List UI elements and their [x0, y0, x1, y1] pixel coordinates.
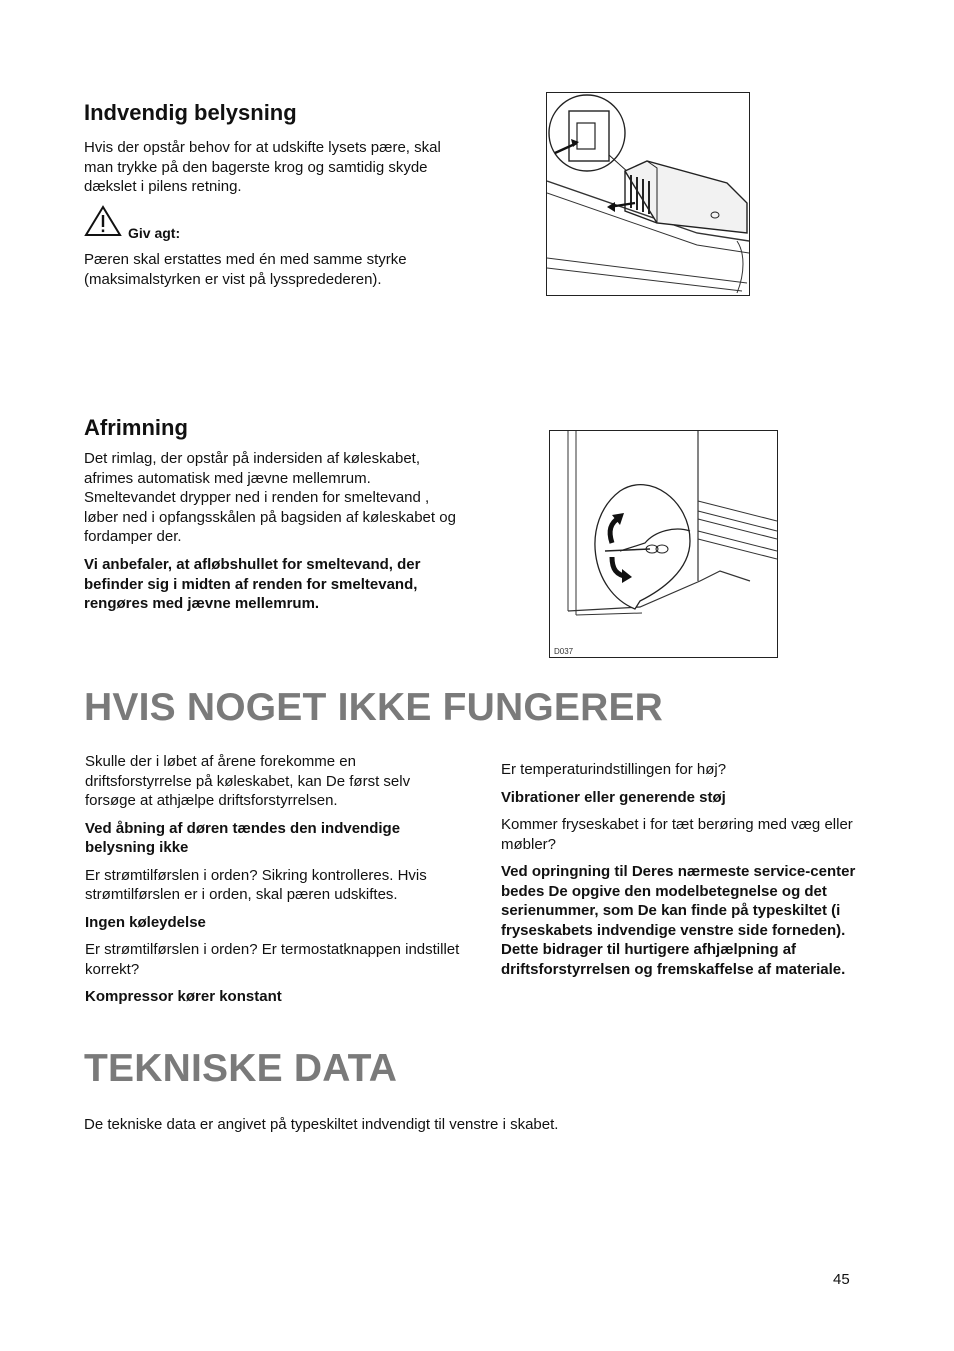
lamp-cover-illustration: [546, 92, 750, 296]
intro-paragraph: Skulle der i løbet af årene forekomme en driftsforstyrrelse på køleskabet, kan De først selv forsøge at athjælpe driftsforstyrrelsen.: [85, 753, 411, 809]
issue-vibration: Vibrationer eller generende støj: [501, 788, 726, 806]
defrost-drain-illustration: [549, 430, 778, 658]
issue-no-cooling: Ingen køleydelse: [85, 913, 206, 931]
answer-light: Er strømtilførslen i orden? Sikring kontrolleres. Hvis strømtilførslen er i orden, skal pæren udskiftes.: [85, 866, 427, 903]
warning-text: Pæren skal erstattes med én med samme styrke (maksimalstyrken er vist på lysspredederen).: [84, 251, 407, 288]
answer-compressor: Er temperaturindstillingen for høj?: [501, 761, 727, 778]
answer-vibration: Kommer fryseskabet i for tæt berøring med væg eller møbler?: [501, 816, 853, 853]
answer-no-cooling: Er strømtilførslen i orden? Er termostatknappen indstillet korrekt?: [85, 941, 460, 978]
warning-label: Giv agt:: [128, 225, 181, 241]
section-title-lighting: Indvendig belysning: [84, 100, 297, 125]
defrost-description: Det rimlag, der opstår på indersiden af køleskabet, afrimes automatisk med jævne mellemrum. Smeltevandet drypper ned i renden for smeltevand , løber ned i opfangsskålen på bagsiden af køleskabet og fordamper der.: [84, 450, 456, 545]
warning-triangle-icon: [84, 205, 122, 237]
lighting-instructions: Hvis der opstår behov for at udskifte lysets pære, skal man trykke på den bagerste krog og samtidig skyde dækslet i pilens retning.: [84, 139, 441, 195]
figure-code: D037: [554, 647, 574, 656]
page-number: 45: [833, 1271, 850, 1288]
heading-troubleshooting: HVIS NOGET IKKE FUNGERER: [84, 686, 664, 729]
issue-light: Ved åbning af døren tændes den indvendige belysning ikke: [85, 819, 401, 856]
troubleshooting-right-column: [501, 760, 856, 987]
heading-technical-data: TEKNISKE DATA: [84, 1047, 398, 1090]
troubleshooting-left-column: [85, 752, 460, 1015]
service-note: Ved opringning til Deres nærmeste service-center bedes De opgive den modelbetegnelse og det serienummer, som De kan finde på typeskiltet (i fryseskabets indvendige venstre side forneden). Dette bidrager til hurtigere afhjælpning af driftsforstyrrelsen og fremskaffelse af materiale.: [501, 863, 856, 978]
section-title-defrost: Afrimning: [84, 415, 188, 440]
technical-data-text: De tekniske data er angivet på typeskiltet indvendigt til venstre i skabet.: [84, 1116, 559, 1133]
warning-row: [84, 205, 284, 243]
issue-compressor: Kompressor kører konstant: [85, 988, 282, 1005]
defrost-cleaning-note: Vi anbefaler, at afløbshullet for smeltevand, der befinder sig i midten af renden for smeltevand, rengøres med jævne mellemrum.: [84, 556, 421, 612]
